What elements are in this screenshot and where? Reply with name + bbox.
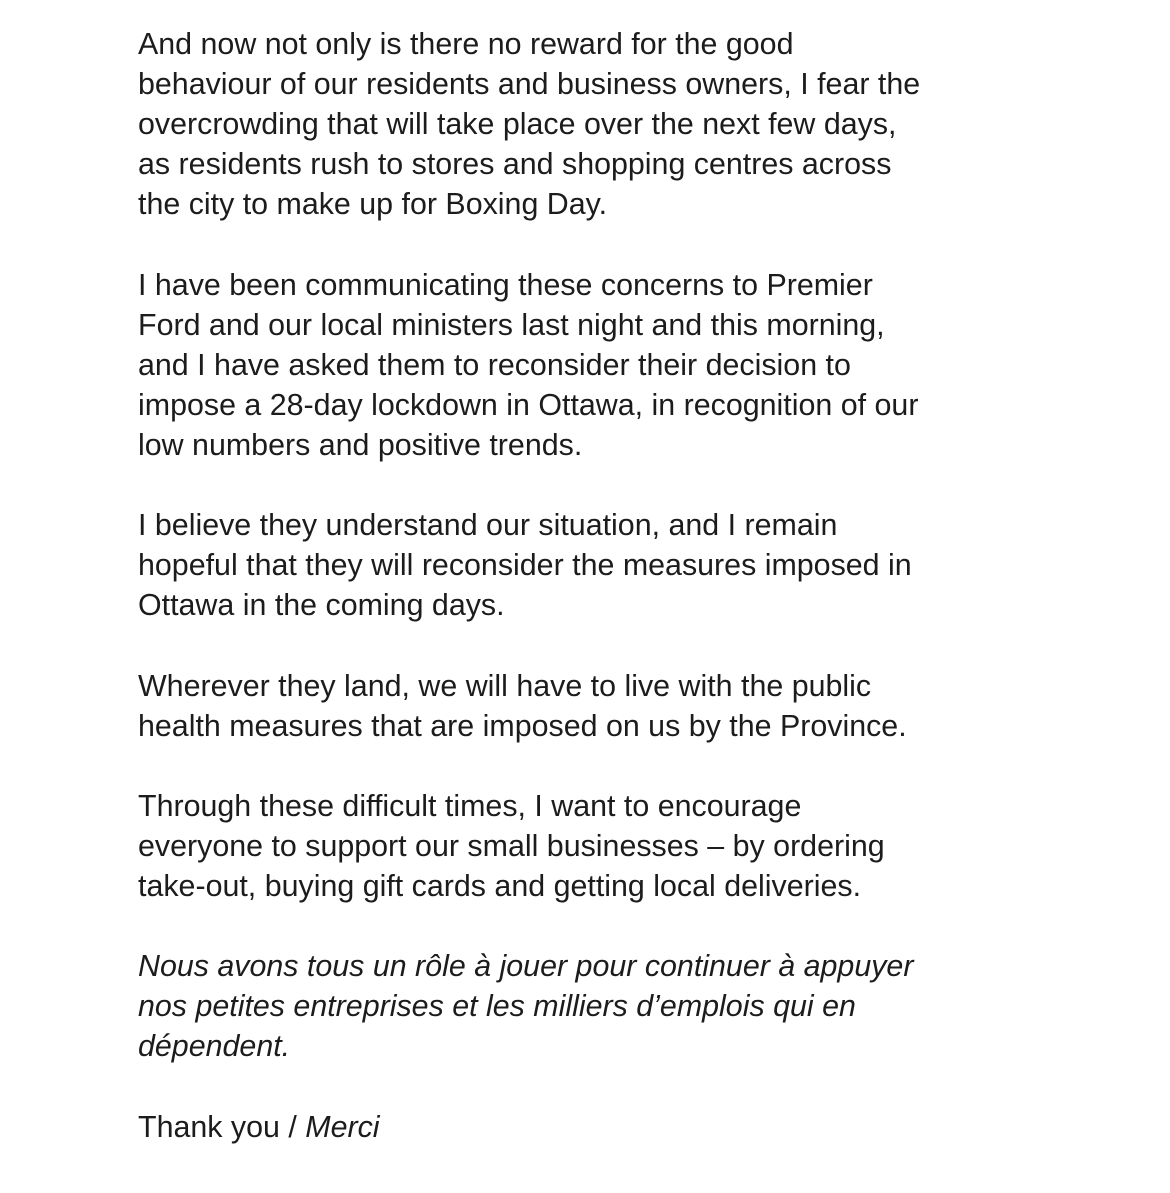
closing-separator: / xyxy=(279,1109,306,1144)
paragraph-boxing-day-concern: And now not only is there no reward for the good behaviour of our residents and business owners, I fear the overcrowding that will take place over the next few days, as residents rush to stores and shopping centres across the city to make up for Boxing Day. xyxy=(138,27,921,222)
closing-french: Merci xyxy=(305,1109,380,1144)
letter-body xyxy=(138,24,1148,1147)
closing-signoff xyxy=(138,1107,1148,1147)
closing-english: Thank you xyxy=(138,1109,280,1144)
paragraph-public-health-measures: Wherever they land, we will have to live with the public health measures that are imposed on us by the Province. xyxy=(138,668,907,743)
paragraph-hopeful-reconsideration: I believe they understand our situation, and I remain hopeful that they will reconsider the measures imposed in Ottawa in the coming days. xyxy=(138,508,912,623)
paragraph-communication-to-premier: I have been communicating these concerns to Premier Ford and our local ministers last night and this morning, and I have asked them to reconsider their decision to impose a 28-day lockdown in Ottawa, in recognition of our low numbers and positive trends. xyxy=(138,267,919,462)
paragraph-support-small-businesses: Through these difficult times, I want to encourage everyone to support our small businesses – by ordering take-out, buying gift cards and getting local deliveries. xyxy=(138,788,885,903)
paragraph-french-support: Nous avons tous un rôle à jouer pour continuer à appuyer nos petites entreprises et les milliers d’emplois qui en dépendent. xyxy=(138,949,914,1064)
